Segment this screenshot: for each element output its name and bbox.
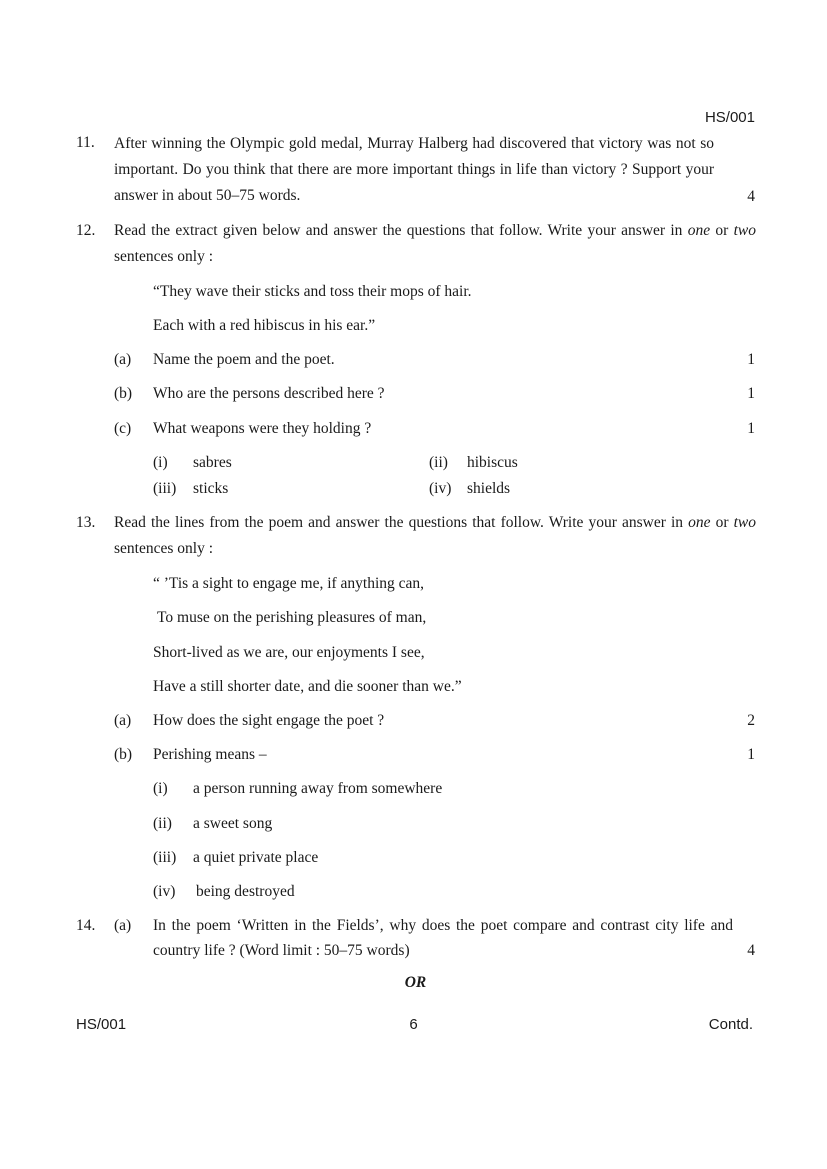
question-13b-option-i-label: (i) xyxy=(153,780,168,797)
question-12a-text: Name the poem and the poet. xyxy=(153,351,335,368)
question-12-number: 12. xyxy=(76,222,96,239)
question-13b-option-iii-text: a quiet private place xyxy=(193,849,319,866)
footer-page-number: 6 xyxy=(409,1016,418,1033)
question-12c-label: (c) xyxy=(114,420,132,437)
question-12-intro-mid: or xyxy=(710,222,734,239)
footer-contd: Contd. xyxy=(708,1016,753,1033)
question-13-intro-pre: Read the lines from the poem and answer the questions that follow. Write your answer in xyxy=(114,514,689,531)
question-13-intro xyxy=(114,510,756,562)
question-13-intro-two: two xyxy=(733,514,756,531)
question-13-poem-line-4: Have a still shorter date, and die sooner than we.” xyxy=(153,678,462,695)
question-14a-text: In the poem ‘Written in the Fields’, why does the poet compare and contrast city life and country life ? (Word limit : 50–75 words) xyxy=(153,917,733,959)
question-13b-option-iv-text: being destroyed xyxy=(196,883,295,900)
question-12c-option-i-label: (i) xyxy=(153,454,168,471)
question-13b-marks: 1 xyxy=(747,746,755,763)
question-12c-text: What weapons were they holding ? xyxy=(153,420,372,437)
question-12-intro-two: two xyxy=(733,222,756,239)
question-12c-option-ii-label: (ii) xyxy=(429,454,448,471)
question-12c-option-iii-label: (iii) xyxy=(153,480,177,497)
question-14a-label: (a) xyxy=(114,917,132,934)
question-12c-marks: 1 xyxy=(747,420,755,437)
question-11-text: After winning the Olympic gold medal, Murray Halberg had discovered that victory was not so important. Do you think that there are more important things in life than victory ? Support your answer in about 50–75 words. xyxy=(114,135,714,204)
question-12c-option-iv-text: shields xyxy=(467,480,511,497)
question-12c-option-iii-text: sticks xyxy=(193,480,229,497)
question-12a-marks: 1 xyxy=(747,351,755,368)
question-14-number: 14. xyxy=(76,917,96,934)
question-13b-option-ii-label: (ii) xyxy=(153,815,172,832)
question-13a-marks: 2 xyxy=(747,712,755,729)
question-13-poem-line-2: To muse on the perishing pleasures of man, xyxy=(157,609,427,626)
question-13b-option-ii-text: a sweet song xyxy=(193,815,273,832)
question-13a-text: How does the sight engage the poet ? xyxy=(153,712,385,729)
question-12c-option-iv-label: (iv) xyxy=(429,480,452,497)
question-12-quote-line-1: “They wave their sticks and toss their mops of hair. xyxy=(153,283,472,300)
question-11-number: 11. xyxy=(76,134,95,151)
question-13a-label: (a) xyxy=(114,712,132,729)
question-12-intro-pre: Read the extract given below and answer the questions that follow. Write your answer in xyxy=(114,222,688,239)
question-13-intro-post: sentences only : xyxy=(114,540,214,557)
header-paper-code: HS/001 xyxy=(704,109,755,126)
question-12b-label: (b) xyxy=(114,385,133,402)
question-13b-text: Perishing means – xyxy=(153,746,267,763)
question-13-poem-line-1: “ ’Tis a sight to engage me, if anything can, xyxy=(153,575,425,592)
question-13b-option-iii-label: (iii) xyxy=(153,849,177,866)
or-separator: OR xyxy=(404,974,427,991)
question-12b-marks: 1 xyxy=(747,385,755,402)
question-13b-option-iv-label: (iv) xyxy=(153,883,176,900)
footer-paper-code: HS/001 xyxy=(76,1016,127,1033)
question-14a-marks: 4 xyxy=(747,942,755,959)
question-12-intro-post: sentences only : xyxy=(114,248,214,265)
question-13-intro-one: one xyxy=(688,514,711,531)
question-12-intro xyxy=(114,218,756,270)
question-13-intro-mid: or xyxy=(710,514,734,531)
question-13b-label: (b) xyxy=(114,746,133,763)
question-11-marks: 4 xyxy=(747,188,755,205)
question-12b-text: Who are the persons described here ? xyxy=(153,385,385,402)
question-12a-label: (a) xyxy=(114,351,132,368)
question-12-intro-one: one xyxy=(687,222,711,239)
question-12c-option-ii-text: hibiscus xyxy=(467,454,518,471)
question-13b-option-i-text: a person running away from somewhere xyxy=(193,780,443,797)
question-13-poem-line-3: Short-lived as we are, our enjoyments I see, xyxy=(153,644,425,661)
question-12-quote-line-2: Each with a red hibiscus in his ear.” xyxy=(153,317,376,334)
question-13-number: 13. xyxy=(76,514,96,531)
question-12c-option-i-text: sabres xyxy=(193,454,232,471)
